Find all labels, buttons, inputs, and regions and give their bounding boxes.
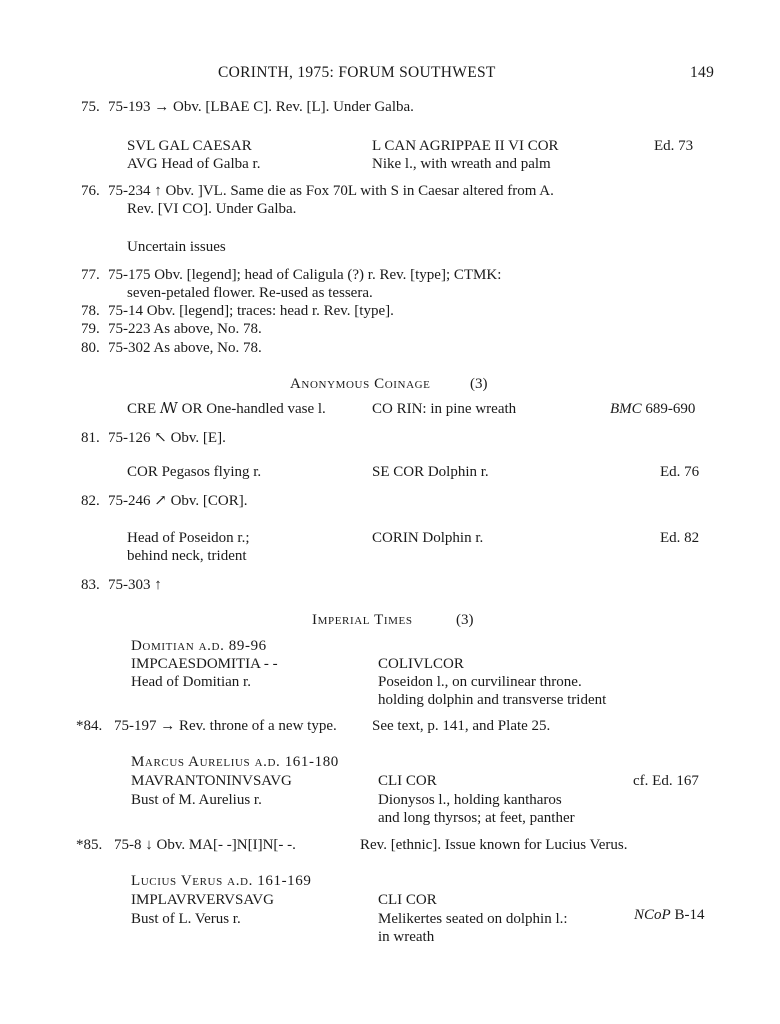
entry-number: 83. <box>81 577 100 593</box>
reference-number: B-14 <box>670 907 705 923</box>
entry-text-continued: seven-petaled flower. Re-used as tessera. <box>127 285 373 301</box>
section-count: (3) <box>456 612 474 628</box>
obverse-legend: SVL GAL CAESAR <box>127 138 252 154</box>
obverse-legend: MAVRANTONINVSAVG <box>131 773 292 789</box>
entry-text: 75-197 → Rev. throne of a new type. <box>114 718 337 734</box>
entry-text: 75-126 ↖ Obv. [E]. <box>108 430 226 446</box>
section-count: (3) <box>470 376 488 392</box>
reverse-description: CORIN Dolphin r. <box>372 530 484 546</box>
obverse-type: Head of Poseidon r.; <box>127 530 250 546</box>
section-subheading: Uncertain issues <box>127 239 226 255</box>
entry-number: *85. <box>76 837 103 853</box>
ruler-heading: Lucius Verus a.d. 161-169 <box>131 873 312 889</box>
entry-note: See text, p. 141, and Plate 25. <box>372 718 551 734</box>
reverse-legend: CLI COR <box>378 892 437 908</box>
entry-text: 75-8 ↓ Obv. MA[- -]N[I]N[- -. <box>114 837 296 853</box>
reverse-legend: CLI COR <box>378 773 437 789</box>
obverse-type: Bust of M. Aurelius r. <box>131 792 262 808</box>
reverse-description: SE COR Dolphin r. <box>372 464 489 480</box>
obverse-description: CRE ꟿ OR One-handled vase l. <box>127 401 326 417</box>
reference-book: NCoP <box>634 907 671 923</box>
reference: Ed. 73 <box>654 138 694 154</box>
entry-number: 76. <box>81 183 100 199</box>
obverse-type: Head of Domitian r. <box>131 674 251 690</box>
obverse-type: Bust of L. Verus r. <box>131 911 241 927</box>
entry-number: 81. <box>81 430 100 446</box>
entry-text: 75-234 ↑ Obv. ]VL. Same die as Fox 70L with S in Caesar altered from A. <box>108 183 554 199</box>
entry-text: 75-246 ↗ Obv. [COR]. <box>108 493 248 509</box>
entry-note: Rev. [ethnic]. Issue known for Lucius Verus. <box>360 837 628 853</box>
reverse-type-continued: holding dolphin and transverse trident <box>378 692 607 708</box>
reference: cf. Ed. 167 <box>633 773 699 789</box>
entry-number: 80. <box>81 340 100 356</box>
reference <box>634 907 704 924</box>
entry-number: 78. <box>81 303 100 319</box>
reverse-type-continued: and long thyrsos; at feet, panther <box>378 810 575 826</box>
entry-text: 75-223 As above, No. 78. <box>108 321 262 337</box>
running-title: CORINTH, 1975: FORUM SOUTHWEST <box>218 64 496 81</box>
entry-text: 75-303 ↑ <box>108 577 162 593</box>
reverse-description: CO RIN: in pine wreath <box>372 401 517 417</box>
entry-text-continued: Rev. [VI CO]. Under Galba. <box>127 201 297 217</box>
reverse-type: Nike l., with wreath and palm <box>372 156 551 172</box>
obverse-description: COR Pegasos flying r. <box>127 464 262 480</box>
section-heading: Anonymous Coinage <box>290 376 431 392</box>
ruler-heading: Marcus Aurelius a.d. 161-180 <box>131 754 339 770</box>
entry-number: 75. <box>81 99 100 115</box>
entry-number: 79. <box>81 321 100 337</box>
entry-text: 75-14 Obv. [legend]; traces: head r. Rev. [type]. <box>108 303 394 319</box>
reverse-type: Poseidon l., on curvilinear throne. <box>378 674 582 690</box>
section-heading: Imperial Times <box>312 612 413 628</box>
reverse-legend: L CAN AGRIPPAE II VI COR <box>372 138 559 154</box>
reference-book: BMC <box>610 401 642 417</box>
ruler-heading: Domitian a.d. 89-96 <box>131 638 267 654</box>
page-number: 149 <box>690 64 715 81</box>
obverse-type: AVG Head of Galba r. <box>127 156 261 172</box>
reference-number: 689-690 <box>641 401 696 417</box>
obverse-legend: IMPCAESDOMITIA - - <box>131 656 278 672</box>
entry-text: 75-175 Obv. [legend]; head of Caligula (?) r. Rev. [type]; CTMK: <box>108 267 502 283</box>
obverse-legend: IMPLAVRVERVSAVG <box>131 892 274 908</box>
reverse-type: Dionysos l., holding kantharos <box>378 792 562 808</box>
entry-text: 75-302 As above, No. 78. <box>108 340 262 356</box>
reference <box>610 401 695 418</box>
entry-text: 75-193 → Obv. [LBAE C]. Rev. [L]. Under Galba. <box>108 99 414 115</box>
entry-number: 77. <box>81 267 100 283</box>
reference: Ed. 82 <box>660 530 700 546</box>
reverse-legend: COLIVLCOR <box>378 656 464 672</box>
entry-number: 82. <box>81 493 100 509</box>
entry-number: *84. <box>76 718 103 734</box>
reference: Ed. 76 <box>660 464 700 480</box>
reverse-type-continued: in wreath <box>378 929 435 945</box>
reverse-type: Melikertes seated on dolphin l.: <box>378 911 568 927</box>
obverse-type-continued: behind neck, trident <box>127 548 247 564</box>
